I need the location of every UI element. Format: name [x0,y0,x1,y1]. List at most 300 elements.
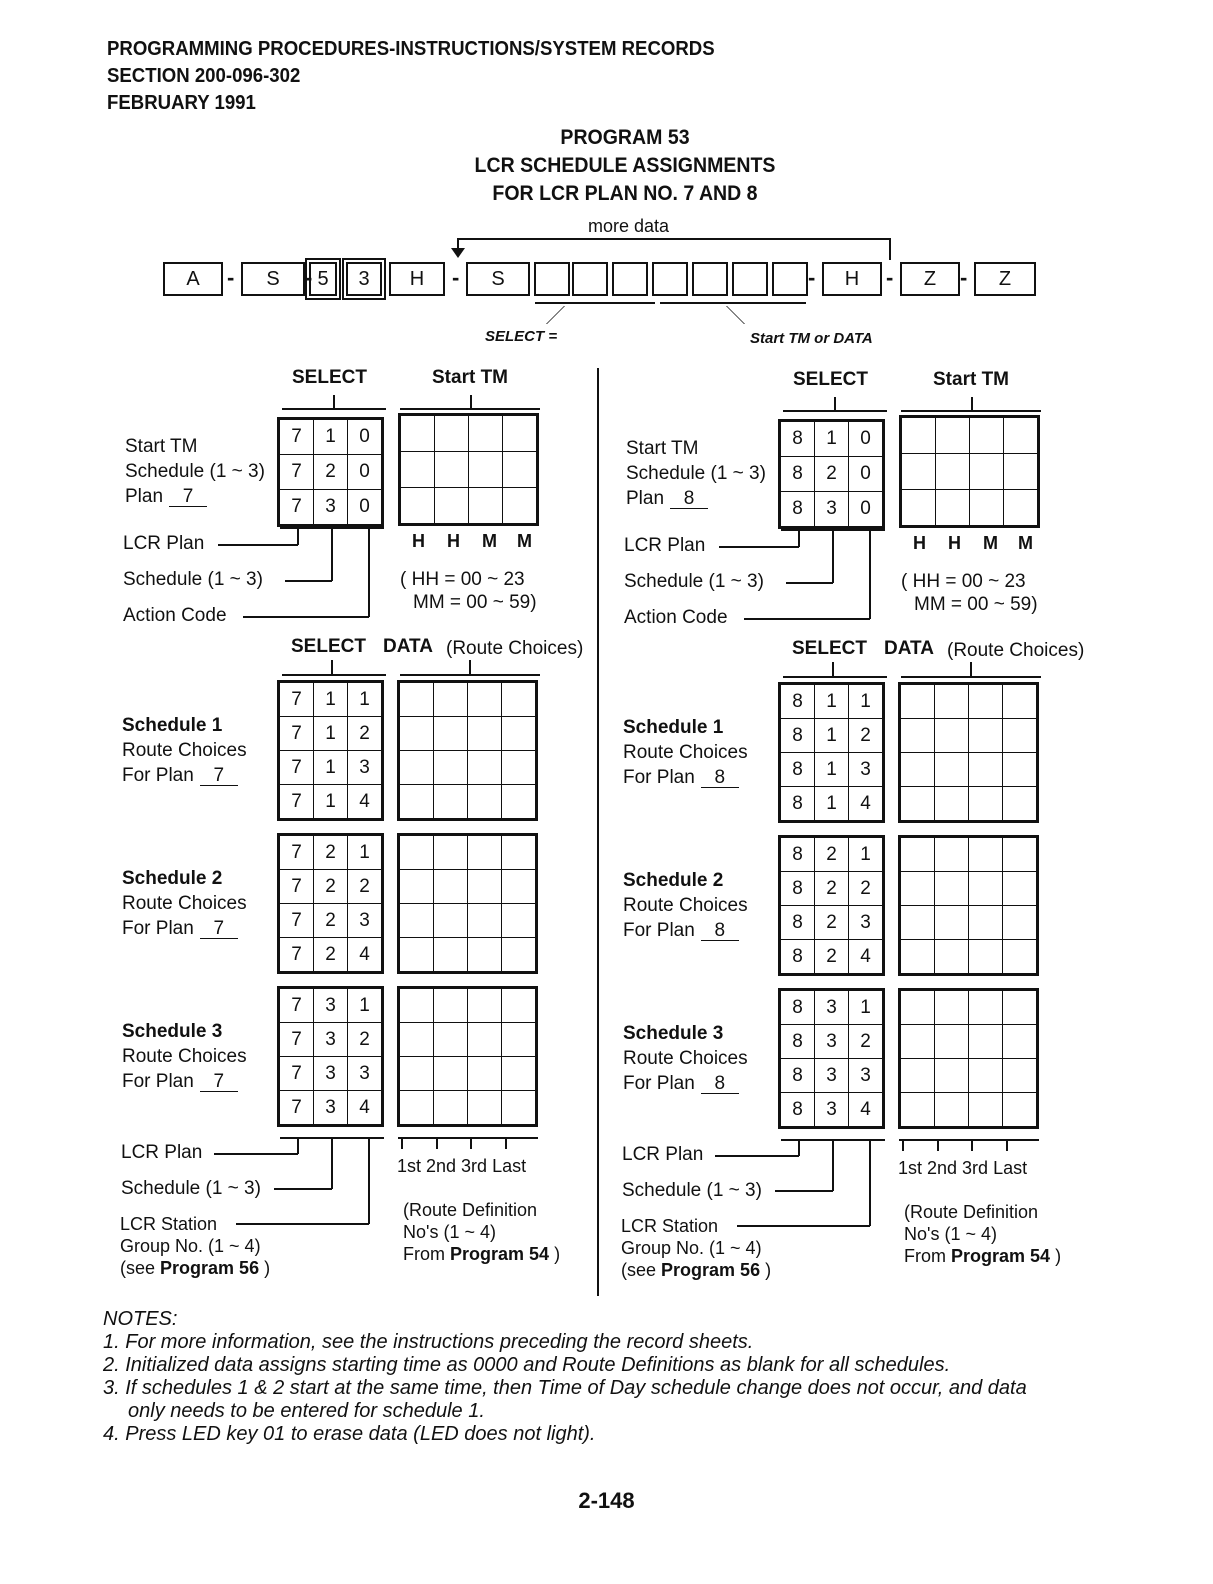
order-tick [902,1139,904,1151]
entry-cell [1003,684,1038,719]
for-plan-text [122,763,247,788]
program-56-ref: Program 56 [661,1260,761,1280]
schedule-title: Schedule 2 [122,868,223,889]
hh-range: ( HH = 00 ~ 23 [400,569,525,590]
start-tm-label [626,436,766,511]
action-leader-v [869,529,871,619]
select-digit: 7 [279,870,314,904]
entry-cell [434,1023,468,1057]
for-plan-label: For Plan [623,767,695,788]
schedule-2-label [122,866,247,941]
entry-cell [969,1093,1003,1128]
select-digit: 2 [314,904,348,938]
entry-cell [503,415,538,452]
start-time-grid [398,413,539,526]
route-choices-text: Route Choices [122,893,247,914]
select-digit: 4 [348,1091,383,1126]
hhmm-letter: H [447,531,460,551]
entry-cell [468,835,502,870]
entry-cell [900,837,935,872]
schedule-3-select-grid [778,988,885,1129]
data-data-header: DATA [383,636,433,657]
schedule-3-select-grid [277,986,384,1127]
entry-cell [399,938,434,973]
schedule-1-select-grid [277,680,384,821]
start-underline [660,302,806,304]
entry-cell [1004,454,1039,490]
select-digit: 1 [314,785,348,820]
entry-cell [935,872,969,906]
route-choices-text: Route Choices [623,742,748,763]
select-digit: 7 [279,1091,314,1126]
legend-schedule: Schedule (1 ~ 3) [624,571,764,592]
select-digit: 3 [348,904,383,938]
select-digit: 2 [815,906,849,940]
for-plan-label: For Plan [122,918,194,939]
entry-cell [434,904,468,938]
sequence-key-5: H [389,262,445,296]
schedule-title: Schedule 3 [122,1021,223,1042]
select-header: SELECT [292,367,367,388]
entry-cell [900,1025,935,1059]
select-digit: 1 [815,787,849,822]
entry-cell [468,785,502,820]
sequence-key-11 [692,262,728,296]
for-plan-label: For Plan [122,1071,194,1092]
entry-cell [468,717,502,751]
route-choices-text: Route Choices [122,1046,247,1067]
legend2-lcr-plan: LCR Plan [121,1142,203,1163]
bottom-route-underline [899,1139,1039,1141]
select-digit: 1 [849,837,884,872]
entry-cell [969,787,1003,822]
select-digit: 1 [314,717,348,751]
entry-cell [502,835,537,870]
plan-number: 8 [701,768,739,788]
select-digit: 0 [348,455,383,490]
entry-cell [935,906,969,940]
see-close: ) [264,1258,271,1278]
for-plan-label: For Plan [623,920,695,941]
entry-cell [900,990,935,1025]
select-digit: 1 [314,419,348,455]
select-digit: 7 [279,904,314,938]
select-digit: 1 [815,421,849,457]
route-choices-text: Route Choices [623,1048,748,1069]
select-digit: 7 [279,682,314,717]
plan-number: 8 [701,921,739,941]
entry-cell [900,1093,935,1128]
header-line-2: SECTION 200-096-302 [107,65,301,87]
hhmm-letter: H [913,533,926,553]
select-digit: 8 [780,753,815,787]
note-2: 2. Initialized data assigns starting time as 0000 and Route Definitions as blank for all schedules. [103,1354,951,1376]
mm-range: MM = 00 ~ 59) [413,592,537,613]
select-bracket-tick [333,395,335,408]
sequence-dash-4: - [808,265,816,290]
select-digit: 2 [815,872,849,906]
start-tm-label [125,434,265,509]
route-order-labels: 1st 2nd 3rd Last [898,1158,1028,1178]
data-select-bracket [783,676,887,678]
route-def-line3 [904,1245,1061,1267]
entry-cell [435,415,469,452]
start-tm-text: Start TM [626,438,699,459]
select-digit: 0 [849,421,884,457]
entry-cell [468,1057,502,1091]
start-tm-text: Start TM [125,436,198,457]
start-bracket [901,410,1041,412]
action-leader [243,616,369,618]
data-data-bracket-tick [469,660,471,674]
select-digit: 7 [279,490,314,526]
schedule-2-select-grid [277,833,384,974]
for-plan-text [623,1071,748,1096]
plan-number: 8 [701,1074,739,1094]
entry-cell [1004,417,1039,454]
select-grid-underline [280,527,384,529]
hhmm-letter: M [482,531,497,551]
legend2-station-leader [236,1223,369,1225]
entry-cell [969,1059,1003,1093]
select-bracket [783,410,887,412]
entry-cell [935,990,969,1025]
select-digit: 7 [279,1023,314,1057]
entry-cell [434,988,468,1023]
schedule-leader-v [832,529,834,583]
entry-cell [503,452,538,488]
select-digit: 7 [279,835,314,870]
select-digit: 1 [815,684,849,719]
entry-cell [1003,1059,1038,1093]
entry-cell [900,1059,935,1093]
entry-cell [468,904,502,938]
entry-cell [900,719,935,753]
select-digit: 8 [780,719,815,753]
order-tick [971,1139,973,1151]
route-def-close: ) [554,1244,561,1264]
select-digit: 1 [348,835,383,870]
entry-cell [399,870,434,904]
entry-cell [400,452,435,488]
entry-cell [970,490,1004,527]
entry-cell [900,684,935,719]
start-select-grid [277,417,384,527]
select-digit: 8 [780,421,815,457]
entry-cell [901,490,936,527]
route-def-line1: (Route Definition [403,1200,538,1220]
plan-label: Plan [626,488,665,509]
entry-cell [434,1057,468,1091]
entry-cell [900,906,935,940]
sequence-key-16: Z [974,262,1036,296]
entry-cell [399,751,434,785]
sequence-key-2: S [241,262,305,296]
arrow-down-icon [451,248,465,258]
schedule-1-route-grid [898,682,1039,823]
title-line-3: FOR LCR PLAN NO. 7 AND 8 [492,182,758,205]
select-digit: 2 [815,457,849,492]
from-text: From [403,1244,445,1264]
entry-cell [1003,872,1038,906]
entry-cell [502,938,537,973]
entry-cell [469,452,503,488]
sequence-key-8 [572,262,608,296]
data-data-header: DATA [884,638,934,659]
entry-cell [936,490,970,527]
entry-cell [900,940,935,975]
select-digit: 3 [815,1093,849,1128]
start-select-grid [778,419,885,529]
entry-cell [468,938,502,973]
select-digit: 8 [780,906,815,940]
entry-cell [969,837,1003,872]
entry-cell [969,990,1003,1025]
select-digit: 4 [348,938,383,973]
column-divider [597,368,599,1296]
entry-cell [935,940,969,975]
sequence-dash-3: - [452,265,460,290]
for-plan-text [122,916,247,941]
select-digit: 2 [348,717,383,751]
schedule-title: Schedule 2 [623,870,724,891]
page-number: 2-148 [578,1488,635,1513]
title-line-1: PROGRAM 53 [560,126,690,149]
schedule-3-route-grid [898,988,1039,1129]
select-digit: 3 [849,753,884,787]
schedule-1-route-grid [397,680,538,821]
schedule-3-route-grid [397,986,538,1127]
entry-cell [434,785,468,820]
select-digit: 3 [314,1057,348,1091]
data-route-header: (Route Choices) [947,640,1085,661]
entry-cell [502,1023,537,1057]
start-bracket [400,408,540,410]
legend2-lcr-leader-v [297,1137,299,1154]
entry-cell [1003,1025,1038,1059]
select-digit: 3 [849,1059,884,1093]
plan-text [125,484,265,509]
group-no-text: Group No. (1 ~ 4) [621,1238,762,1258]
entry-cell [468,751,502,785]
route-def-line3 [403,1243,560,1265]
group-no-text: Group No. (1 ~ 4) [120,1236,261,1256]
select-digit: 4 [849,940,884,975]
entry-cell [969,1025,1003,1059]
select-digit: 3 [815,1025,849,1059]
sequence-key-7 [534,262,570,296]
entry-cell [1003,753,1038,787]
schedule-1-label [122,713,247,788]
schedule-3-label [122,1019,247,1094]
for-plan-text [122,1069,247,1094]
route-def-close: ) [1055,1246,1062,1266]
select-digit: 8 [780,1093,815,1128]
entry-cell [1003,990,1038,1025]
more-data-bracket-top [457,238,891,240]
select-digit: 8 [780,990,815,1025]
more-data-bracket-right [889,238,891,260]
entry-cell [900,787,935,822]
action-leader [744,618,870,620]
program-title [416,124,835,208]
select-grid-underline [781,529,885,531]
entry-cell [936,454,970,490]
data-select-bracket-tick [331,660,333,674]
entry-cell [502,988,537,1023]
legend2-schedule: Schedule (1 ~ 3) [121,1178,261,1199]
sequence-dash-6: - [960,265,968,290]
order-tick [505,1137,507,1149]
entry-cell [969,906,1003,940]
from-text: From [904,1246,946,1266]
entry-cell [435,488,469,525]
entry-cell [502,1057,537,1091]
select-digit: 2 [849,872,884,906]
select-header: SELECT [793,369,868,390]
select-digit: 3 [815,990,849,1025]
hhmm-letter: H [948,533,961,553]
schedule-2-select-grid [778,835,885,976]
entry-cell [969,684,1003,719]
lcr-station-text: LCR Station [621,1216,719,1236]
entry-cell [434,938,468,973]
legend2-schedule-leader [274,1188,332,1190]
document-header [107,36,715,117]
entry-cell [935,684,969,719]
sequence-key-9 [612,262,648,296]
entry-cell [502,717,537,751]
start-tm-or-data-label: Start TM or DATA [750,330,873,347]
select-digit: 8 [780,837,815,872]
data-select-bracket [282,674,386,676]
for-plan-text [623,918,748,943]
entry-cell [935,787,969,822]
entry-cell [434,1091,468,1126]
select-digit: 7 [279,751,314,785]
entry-cell [468,870,502,904]
entry-cell [935,1025,969,1059]
select-digit: 1 [815,753,849,787]
start-tm-header: Start TM [933,369,1009,390]
schedule-title: Schedule 1 [122,715,223,736]
entry-cell [468,988,502,1023]
select-digit: 1 [849,684,884,719]
entry-cell [935,719,969,753]
start-tm-header: Start TM [432,367,508,388]
start-time-grid [899,415,1040,528]
select-digit: 7 [279,1057,314,1091]
select-digit: 2 [815,940,849,975]
entry-cell [399,988,434,1023]
entry-cell [434,835,468,870]
legend2-schedule-leader-v [331,1137,333,1189]
schedule-2-route-grid [898,835,1039,976]
select-digit: 3 [849,906,884,940]
select-bracket-tick [834,397,836,410]
for-plan-label: For Plan [122,765,194,786]
entry-cell [399,1023,434,1057]
route-choices-text: Route Choices [623,895,748,916]
select-digit: 1 [815,719,849,753]
order-tick [1006,1139,1008,1151]
select-digit: 0 [348,419,383,455]
schedule-title: Schedule 1 [623,717,724,738]
plan-number: 7 [200,766,238,786]
schedule-3-label [623,1021,748,1096]
header-line-3: FEBRUARY 1991 [107,92,256,114]
select-digit: 7 [279,938,314,973]
legend2-lcr-leader [214,1153,298,1155]
select-digit: 7 [279,988,314,1023]
select-digit: 7 [279,785,314,820]
plan-number: 7 [200,919,238,939]
start-pointer [726,306,773,324]
hhmm-letter: M [1018,533,1033,553]
select-digit: 4 [849,787,884,822]
entry-cell [1003,787,1038,822]
entry-cell [502,870,537,904]
entry-cell [502,904,537,938]
select-digit: 8 [780,787,815,822]
header-line-1: PROGRAMMING PROCEDURES-INSTRUCTIONS/SYSTEM RECORDS [107,38,715,60]
select-digit: 8 [780,492,815,528]
sequence-key-10 [652,262,688,296]
note-1: 1. For more information, see the instructions preceding the record sheets. [103,1331,754,1353]
entry-cell [970,417,1004,454]
schedule-leader [786,582,833,584]
schedule-2-route-grid [397,833,538,974]
select-digit: 1 [348,682,383,717]
select-digit: 8 [780,1025,815,1059]
schedule-1-label [623,715,748,790]
entry-cell [502,1091,537,1126]
legend-action-code: Action Code [123,605,227,626]
sequence-key-6: S [466,262,530,296]
program-54-ref: Program 54 [450,1244,550,1264]
entry-cell [435,452,469,488]
entry-cell [502,785,537,820]
entry-cell [434,751,468,785]
entry-cell [969,719,1003,753]
select-digit: 3 [815,492,849,528]
program-56-ref: Program 56 [160,1258,260,1278]
plan-number: 8 [670,489,708,509]
start-bracket-tick [470,395,472,408]
data-select-header: SELECT [792,638,867,659]
data-route-header: (Route Choices) [446,638,584,659]
legend-schedule: Schedule (1 ~ 3) [123,569,263,590]
entry-cell [1003,837,1038,872]
select-digit: 3 [348,751,383,785]
legend2-schedule: Schedule (1 ~ 3) [622,1180,762,1201]
select-digit: 1 [314,682,348,717]
note-4: 4. Press LED key 01 to erase data (LED does not light). [103,1423,596,1445]
entry-cell [399,717,434,751]
for-plan-text [623,765,748,790]
sequence-key-4: 3 [346,262,382,296]
entry-cell [1004,490,1039,527]
entry-cell [935,837,969,872]
plan-number: 7 [169,487,207,507]
select-digit: 8 [780,684,815,719]
lcr-plan-leader-v [798,529,800,547]
entry-cell [468,682,502,717]
route-order-labels: 1st 2nd 3rd Last [397,1156,527,1176]
data-select-bracket-tick [832,662,834,676]
note-3-continued: only needs to be entered for schedule 1. [128,1400,485,1422]
see-open: (see [120,1258,156,1278]
